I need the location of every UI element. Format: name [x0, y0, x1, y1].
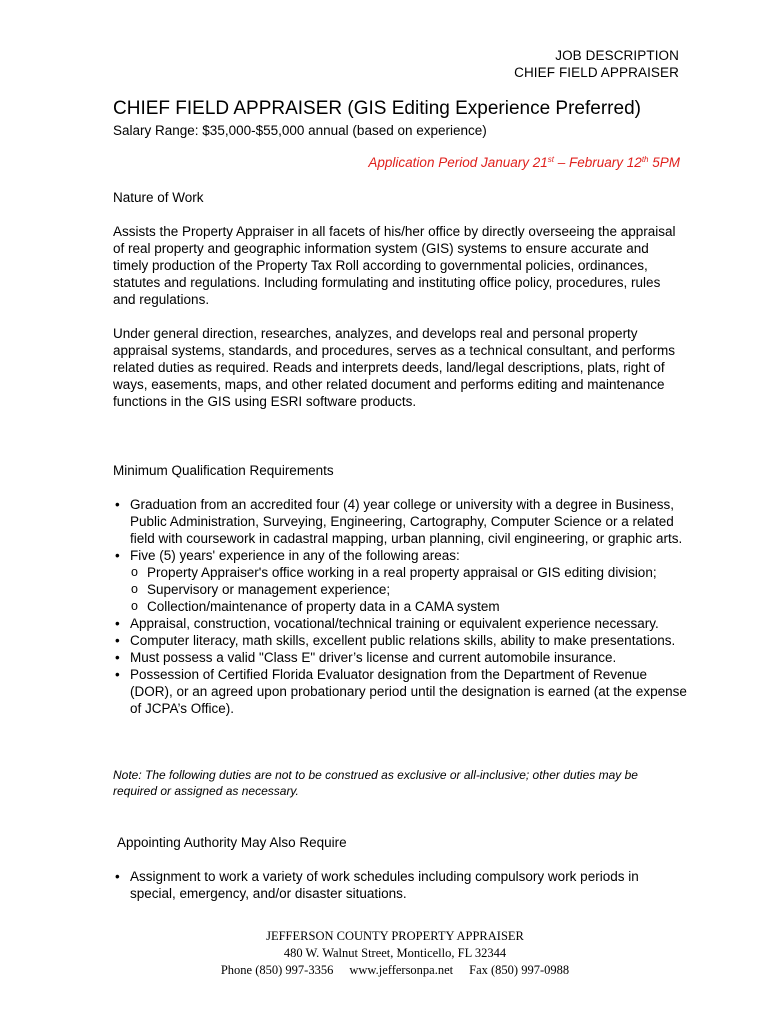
sub-list-item: o Supervisory or management experience; — [130, 581, 688, 598]
footer-contact — [0, 962, 770, 979]
footer-phone: Phone (850) 997-3356 — [220, 963, 334, 977]
list-item — [113, 547, 688, 615]
footer-org-name: JEFFERSON COUNTY PROPERTY APPRAISER — [266, 929, 524, 943]
application-period-time: 5PM — [648, 155, 680, 170]
ordinal-suffix-st: st — [547, 155, 555, 164]
list-item: • Assignment to work a variety of work schedules including compulsory work periods in special, emergency, and/or disaster situations. — [113, 868, 688, 902]
footer-fax: Fax (850) 997-0988 — [469, 963, 570, 977]
ordinal-suffix-th: th — [641, 155, 649, 164]
nature-of-work-heading: Nature of Work — [113, 190, 204, 205]
list-item: • Must possess a valid "Class E" driver’s license and current automobile insurance. — [113, 649, 688, 666]
document-footer — [0, 928, 770, 979]
min-qualifications-list — [113, 496, 688, 717]
list-item: • Possession of Certified Florida Evaluator designation from the Department of Revenue (DOR), or an agreed upon probationary period until the designation is earned (at the expense of JCPA’s Office). — [113, 666, 688, 717]
list-item: • Graduation from an accredited four (4) year college or university with a degree in Business, Public Administration, Surveying, Engineering, Cartography, Computer Science or a related field with coursework in cadastral mapping, urban planning, civil engineering, or graphic arts. — [113, 496, 688, 547]
sub-list-item: o Collection/maintenance of property data in a CAMA system — [130, 598, 688, 615]
list-item: • Computer literacy, math skills, excellent public relations skills, ability to make presentations. — [113, 632, 688, 649]
experience-areas-sublist — [130, 564, 688, 615]
application-period — [368, 155, 680, 170]
list-item-text: Five (5) years' experience in any of the following areas: — [130, 548, 460, 563]
list-item: • Appraisal, construction, vocational/technical training or equivalent experience necessary. — [113, 615, 688, 632]
footer-website-link[interactable]: www.jeffersonpa.net — [349, 963, 454, 977]
footer-address: 480 W. Walnut Street, Monticello, FL 32344 — [283, 946, 507, 960]
header-doc-type: JOB DESCRIPTION — [555, 48, 679, 63]
document-header — [514, 47, 679, 81]
job-title: CHIEF FIELD APPRAISER (GIS Editing Experience Preferred) — [113, 98, 641, 119]
nature-of-work-paragraph-2: Under general direction, researches, analyzes, and develops real and personal property appraisal systems, standards, and procedures, serves as a technical consultant, and performs related duties as required. Reads and interprets deeds, land/legal descriptions, plats, right of ways, easements, maps, and other related document and performs editing and maintenance functions in the GIS using ESRI software products. — [113, 326, 676, 409]
appointing-authority-list — [113, 868, 688, 902]
duties-note: Note: The following duties are not to be construed as exclusive or all-inclusive; other duties may be required or assigned as necessary. — [113, 768, 638, 798]
nature-of-work-paragraph-1: Assists the Property Appraiser in all facets of his/her office by directly overseeing the appraisal of real property and geographic information system (GIS) systems to ensure accurate and timely production of the Property Tax Roll according to governmental policies, ordinances, statutes and regulations. Including formulating and instituting office policy, procedures, rules and regulations. — [113, 224, 676, 307]
min-qualifications-heading: Minimum Qualification Requirements — [113, 463, 334, 478]
sub-list-item: o Property Appraiser's office working in a real property appraisal or GIS editing division; — [130, 564, 688, 581]
salary-range: Salary Range: $35,000-$55,000 annual (based on experience) — [113, 123, 487, 138]
application-period-end: – February 12 — [554, 155, 642, 170]
appointing-authority-heading: Appointing Authority May Also Require — [117, 835, 347, 850]
header-position: CHIEF FIELD APPRAISER — [514, 65, 679, 80]
application-period-start: Application Period January 21 — [368, 155, 548, 170]
